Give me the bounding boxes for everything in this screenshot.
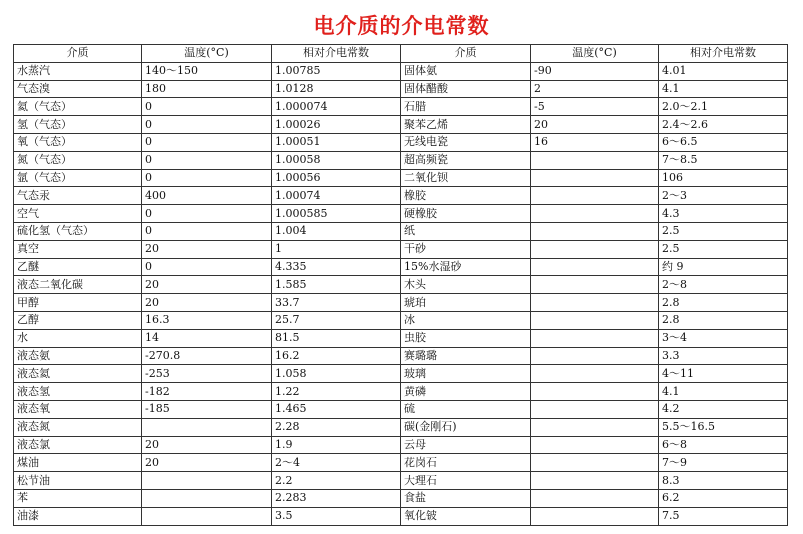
temperature-cell: 20 — [531, 116, 659, 134]
permittivity-cell: 5.5～16.5 — [659, 418, 788, 436]
medium-cell: 苯 — [14, 489, 142, 507]
permittivity-cell: 4.3 — [659, 205, 788, 223]
permittivity-cell: 7～8.5 — [659, 151, 788, 169]
medium-cell: 硬橡胶 — [401, 205, 531, 223]
medium-cell: 液态二氧化碳 — [14, 276, 142, 294]
medium-cell: 乙醇 — [14, 311, 142, 329]
permittivity-cell: 3～4 — [659, 329, 788, 347]
medium-cell: 冰 — [401, 311, 531, 329]
medium-cell: 橡胶 — [401, 187, 531, 205]
medium-cell: 氧化铍 — [401, 507, 531, 525]
temperature-cell: 0 — [142, 133, 272, 151]
dielectric-constant-table — [13, 44, 788, 526]
temperature-cell: 0 — [142, 116, 272, 134]
table-row — [14, 347, 788, 365]
medium-cell: 大理石 — [401, 472, 531, 490]
table-row — [14, 187, 788, 205]
table-row — [14, 365, 788, 383]
permittivity-cell: 6～6.5 — [659, 133, 788, 151]
temperature-cell — [142, 472, 272, 490]
temperature-cell — [531, 205, 659, 223]
permittivity-cell: 2～3 — [659, 187, 788, 205]
medium-cell: 水 — [14, 329, 142, 347]
temperature-cell — [531, 169, 659, 187]
table-row — [14, 418, 788, 436]
medium-cell: 水蒸汽 — [14, 62, 142, 80]
medium-cell: 玻璃 — [401, 365, 531, 383]
temperature-cell: 0 — [142, 222, 272, 240]
permittivity-cell: 8.3 — [659, 472, 788, 490]
table-row — [14, 258, 788, 276]
temperature-cell: -182 — [142, 383, 272, 401]
temperature-cell: 20 — [142, 454, 272, 472]
temperature-cell — [531, 311, 659, 329]
medium-header: 介质 — [401, 45, 531, 63]
temperature-cell: 16.3 — [142, 311, 272, 329]
permittivity-cell: 2.0～2.1 — [659, 98, 788, 116]
permittivity-cell: 1.00051 — [272, 133, 401, 151]
temperature-cell — [531, 365, 659, 383]
permittivity-cell: 1.000585 — [272, 205, 401, 223]
medium-cell: 硫 — [401, 400, 531, 418]
medium-cell: 二氧化钡 — [401, 169, 531, 187]
table-row — [14, 205, 788, 223]
medium-cell: 氮（气态） — [14, 151, 142, 169]
permittivity-cell: 16.2 — [272, 347, 401, 365]
table-row — [14, 80, 788, 98]
permittivity-header: 相对介电常数 — [659, 45, 788, 63]
medium-cell: 气态汞 — [14, 187, 142, 205]
temperature-header: 温度(°C) — [531, 45, 659, 63]
permittivity-cell: 2.2 — [272, 472, 401, 490]
medium-cell: 食盐 — [401, 489, 531, 507]
table-row — [14, 240, 788, 258]
temperature-cell: 0 — [142, 169, 272, 187]
temperature-cell: -253 — [142, 365, 272, 383]
medium-cell: 超高频瓷 — [401, 151, 531, 169]
permittivity-cell: 4.01 — [659, 62, 788, 80]
table-row — [14, 489, 788, 507]
permittivity-cell: 1.0128 — [272, 80, 401, 98]
permittivity-cell: 7～9 — [659, 454, 788, 472]
temperature-cell: -5 — [531, 98, 659, 116]
permittivity-cell: 1.00056 — [272, 169, 401, 187]
temperature-cell — [142, 489, 272, 507]
temperature-cell: 400 — [142, 187, 272, 205]
temperature-cell: 20 — [142, 436, 272, 454]
permittivity-header: 相对介电常数 — [272, 45, 401, 63]
temperature-cell: 0 — [142, 98, 272, 116]
temperature-cell — [531, 294, 659, 312]
table-row — [14, 169, 788, 187]
table-row — [14, 276, 788, 294]
table-row — [14, 507, 788, 525]
medium-cell: 花岗石 — [401, 454, 531, 472]
permittivity-cell: 33.7 — [272, 294, 401, 312]
medium-cell: 赛璐璐 — [401, 347, 531, 365]
medium-cell: 聚苯乙烯 — [401, 116, 531, 134]
medium-cell: 纸 — [401, 222, 531, 240]
permittivity-cell: 2～4 — [272, 454, 401, 472]
medium-cell: 干砂 — [401, 240, 531, 258]
temperature-cell: 0 — [142, 205, 272, 223]
temperature-cell — [531, 151, 659, 169]
permittivity-cell: 106 — [659, 169, 788, 187]
temperature-cell — [531, 222, 659, 240]
medium-cell: 云母 — [401, 436, 531, 454]
temperature-cell — [531, 472, 659, 490]
permittivity-cell: 4.335 — [272, 258, 401, 276]
permittivity-cell: 4.1 — [659, 80, 788, 98]
table-row — [14, 116, 788, 134]
medium-cell: 液态氨 — [14, 347, 142, 365]
medium-cell: 液态氯 — [14, 436, 142, 454]
temperature-cell — [531, 329, 659, 347]
medium-cell: 硫化氢（气态） — [14, 222, 142, 240]
permittivity-cell: 1.00026 — [272, 116, 401, 134]
permittivity-cell: 2.8 — [659, 311, 788, 329]
permittivity-cell: 4～11 — [659, 365, 788, 383]
temperature-cell: 20 — [142, 294, 272, 312]
permittivity-cell: 25.7 — [272, 311, 401, 329]
medium-cell: 乙醚 — [14, 258, 142, 276]
page-title: 电介质的介电常数 — [313, 14, 490, 38]
table-row — [14, 133, 788, 151]
temperature-cell — [531, 507, 659, 525]
temperature-cell: 2 — [531, 80, 659, 98]
table-row — [14, 400, 788, 418]
medium-header: 介质 — [14, 45, 142, 63]
temperature-cell: -185 — [142, 400, 272, 418]
table-body — [14, 62, 788, 525]
medium-cell: 液态氢 — [14, 383, 142, 401]
medium-cell: 氧（气态） — [14, 133, 142, 151]
permittivity-cell: 1.004 — [272, 222, 401, 240]
medium-cell: 煤油 — [14, 454, 142, 472]
medium-cell: 液态氦 — [14, 365, 142, 383]
table-row — [14, 472, 788, 490]
permittivity-cell: 3.3 — [659, 347, 788, 365]
temperature-cell — [531, 187, 659, 205]
table-row — [14, 62, 788, 80]
medium-cell: 黄磷 — [401, 383, 531, 401]
permittivity-cell: 6.2 — [659, 489, 788, 507]
permittivity-cell: 7.5 — [659, 507, 788, 525]
temperature-cell — [531, 383, 659, 401]
temperature-cell: 180 — [142, 80, 272, 98]
medium-cell: 木头 — [401, 276, 531, 294]
medium-cell: 固体醋酸 — [401, 80, 531, 98]
medium-cell: 真空 — [14, 240, 142, 258]
table-row — [14, 383, 788, 401]
permittivity-cell: 1 — [272, 240, 401, 258]
permittivity-cell: 1.058 — [272, 365, 401, 383]
table-header-row — [14, 45, 788, 63]
temperature-cell — [531, 276, 659, 294]
medium-cell: 氢（气态） — [14, 116, 142, 134]
table-row — [14, 454, 788, 472]
table-row — [14, 436, 788, 454]
permittivity-cell: 2.5 — [659, 240, 788, 258]
permittivity-cell: 1.00074 — [272, 187, 401, 205]
permittivity-cell: 2.283 — [272, 489, 401, 507]
temperature-cell: -270.8 — [142, 347, 272, 365]
temperature-cell — [142, 418, 272, 436]
medium-cell: 虫胶 — [401, 329, 531, 347]
permittivity-cell: 1.22 — [272, 383, 401, 401]
temperature-cell: -90 — [531, 62, 659, 80]
temperature-cell — [531, 418, 659, 436]
medium-cell: 液态氧 — [14, 400, 142, 418]
medium-cell: 气态溴 — [14, 80, 142, 98]
permittivity-cell: 3.5 — [272, 507, 401, 525]
permittivity-cell: 2.5 — [659, 222, 788, 240]
table-row — [14, 329, 788, 347]
permittivity-cell: 1.00058 — [272, 151, 401, 169]
medium-cell: 液态氮 — [14, 418, 142, 436]
permittivity-cell: 4.1 — [659, 383, 788, 401]
temperature-cell — [531, 240, 659, 258]
table-row — [14, 151, 788, 169]
temperature-cell: 140～150 — [142, 62, 272, 80]
medium-cell: 琥珀 — [401, 294, 531, 312]
permittivity-cell: 约 9 — [659, 258, 788, 276]
temperature-cell — [531, 400, 659, 418]
temperature-cell: 0 — [142, 151, 272, 169]
permittivity-cell: 1.585 — [272, 276, 401, 294]
permittivity-cell: 1.9 — [272, 436, 401, 454]
medium-cell: 固体氨 — [401, 62, 531, 80]
medium-cell: 无线电瓷 — [401, 133, 531, 151]
medium-cell: 氦（气态） — [14, 98, 142, 116]
medium-cell: 甲醇 — [14, 294, 142, 312]
table-row — [14, 311, 788, 329]
permittivity-cell: 2～8 — [659, 276, 788, 294]
temperature-cell: 20 — [142, 240, 272, 258]
medium-cell: 松节油 — [14, 472, 142, 490]
temperature-cell — [531, 347, 659, 365]
temperature-header: 温度(°C) — [142, 45, 272, 63]
medium-cell: 氩（气态） — [14, 169, 142, 187]
temperature-cell — [531, 489, 659, 507]
permittivity-cell: 1.000074 — [272, 98, 401, 116]
permittivity-cell: 1.00785 — [272, 62, 401, 80]
permittivity-cell: 2.8 — [659, 294, 788, 312]
table-row — [14, 222, 788, 240]
table-row — [14, 294, 788, 312]
temperature-cell: 14 — [142, 329, 272, 347]
permittivity-cell: 4.2 — [659, 400, 788, 418]
medium-cell: 15%水湿砂 — [401, 258, 531, 276]
temperature-cell — [531, 258, 659, 276]
temperature-cell: 16 — [531, 133, 659, 151]
permittivity-cell: 2.28 — [272, 418, 401, 436]
medium-cell: 石腊 — [401, 98, 531, 116]
temperature-cell: 20 — [142, 276, 272, 294]
permittivity-cell: 1.465 — [272, 400, 401, 418]
medium-cell: 油漆 — [14, 507, 142, 525]
permittivity-cell: 2.4～2.6 — [659, 116, 788, 134]
temperature-cell: 0 — [142, 258, 272, 276]
temperature-cell — [531, 436, 659, 454]
medium-cell: 空气 — [14, 205, 142, 223]
permittivity-cell: 81.5 — [272, 329, 401, 347]
medium-cell: 碳(金刚石) — [401, 418, 531, 436]
temperature-cell — [531, 454, 659, 472]
temperature-cell — [142, 507, 272, 525]
table-row — [14, 98, 788, 116]
permittivity-cell: 6～8 — [659, 436, 788, 454]
